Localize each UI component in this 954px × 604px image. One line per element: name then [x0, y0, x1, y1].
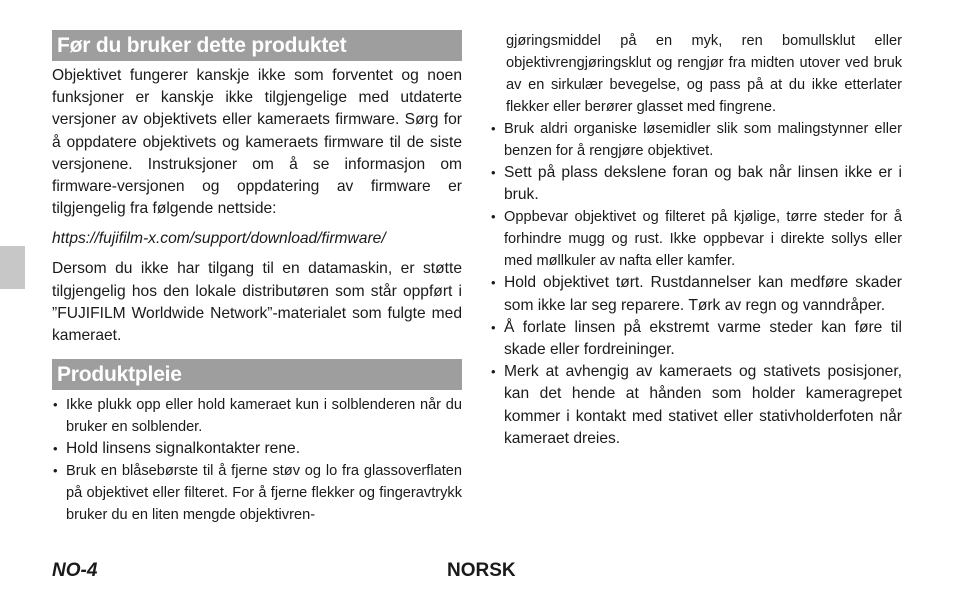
list-item-continuation: gjøringsmiddel på en myk, ren bomullsklut eller objektivrengjøringsklut og rengjør fra midten utover ved bruk av en sirkulær bevegelse, og pass på at du ikke etterlater flekker eller berører glasset med fingrene. [506, 33, 902, 115]
list-item: • Ikke plukk opp eller hold kameraet kun i solblenderen når du bruker en solblender. [52, 394, 462, 438]
list-item: • Hold linsens signalkontakter rene. [52, 438, 462, 460]
firmware-url: https://fujifilm-x.com/support/download/firmware/ [52, 230, 386, 248]
bullet-icon: • [491, 209, 496, 225]
list-item: • Oppbevar objektivet og filteret på kjølige, tørre steder for å forhindre mugg og rust. Ikke oppbevar i direkte sollys eller med møllkuler av nafta eller kamfer. [490, 206, 902, 272]
care-list-left [52, 394, 462, 526]
list-item: • Å forlate linsen på ekstremt varme steder kan føre til skade eller fordreininger. [491, 318, 902, 359]
bullet-icon: • [491, 364, 496, 380]
list-item: • Hold objektivet tørt. Rustdannelser kan medføre skader som ikke lar seg reparere. Tørk av regn og vanndråper. [491, 274, 902, 314]
page-number: NO-4 [52, 560, 98, 581]
bullet-icon: • [53, 463, 58, 479]
list-item: • Bruk en blåsebørste til å fjerne støv og lo fra glassoverflaten på objektivet eller filteret. For å fjerne flekker og fingeravtrykk bruker du en liten mengde objektivren- [52, 460, 462, 526]
bullet-icon: • [491, 165, 496, 180]
list-item: • Bruk aldri organiske løsemidler slik som malingstynner eller benzen for å rengjøre objektivet. [490, 118, 902, 162]
section-heading-before-use: Før du bruker dette produktet [52, 30, 462, 61]
section-heading-product-care: Produktpleie [52, 359, 462, 390]
bullet-icon: • [53, 441, 58, 457]
bullet-icon: • [491, 121, 496, 136]
bullet-icon: • [491, 275, 496, 291]
right-column [490, 30, 902, 450]
care-list-right [490, 118, 902, 450]
list-item: • Merk at avhengig av kameraets og stativets posisjoner, kan det hende at hånden som holder kameragrepet kommer i kontakt med stativet eller stativholderfoten når kameraet dreies. [491, 363, 902, 447]
left-column [52, 30, 462, 526]
list-item: • Sett på plass dekslene foran og bak når linsen ikke er i bruk. [491, 164, 902, 204]
language-tab-marker [0, 246, 25, 289]
bullet-icon: • [491, 319, 496, 335]
firmware-paragraph: Objektivet fungerer kanskje ikke som forventet og noen funksjoner er kanskje ikke tilgjengelige med utdaterte versjoner av objektivets eller kameraets firmware. Sørg for å oppdatere objektivets og kameraets firmware til de siste versjonene. Instruksjoner om å se informasjon om firmware-versjonen og oppdatering av firmware er tilgjengelig fra følgende nettside: [52, 67, 462, 218]
bullet-icon: • [53, 397, 58, 413]
language-label: NORSK [447, 560, 516, 581]
support-paragraph: Dersom du ikke har tilgang til en datamaskin, er støtte tilgjengelig hos den lokale distributøren som står oppført i ”FUJIFILM Worldwide Network”-materialet som fulgte med kameraet. [52, 260, 462, 345]
